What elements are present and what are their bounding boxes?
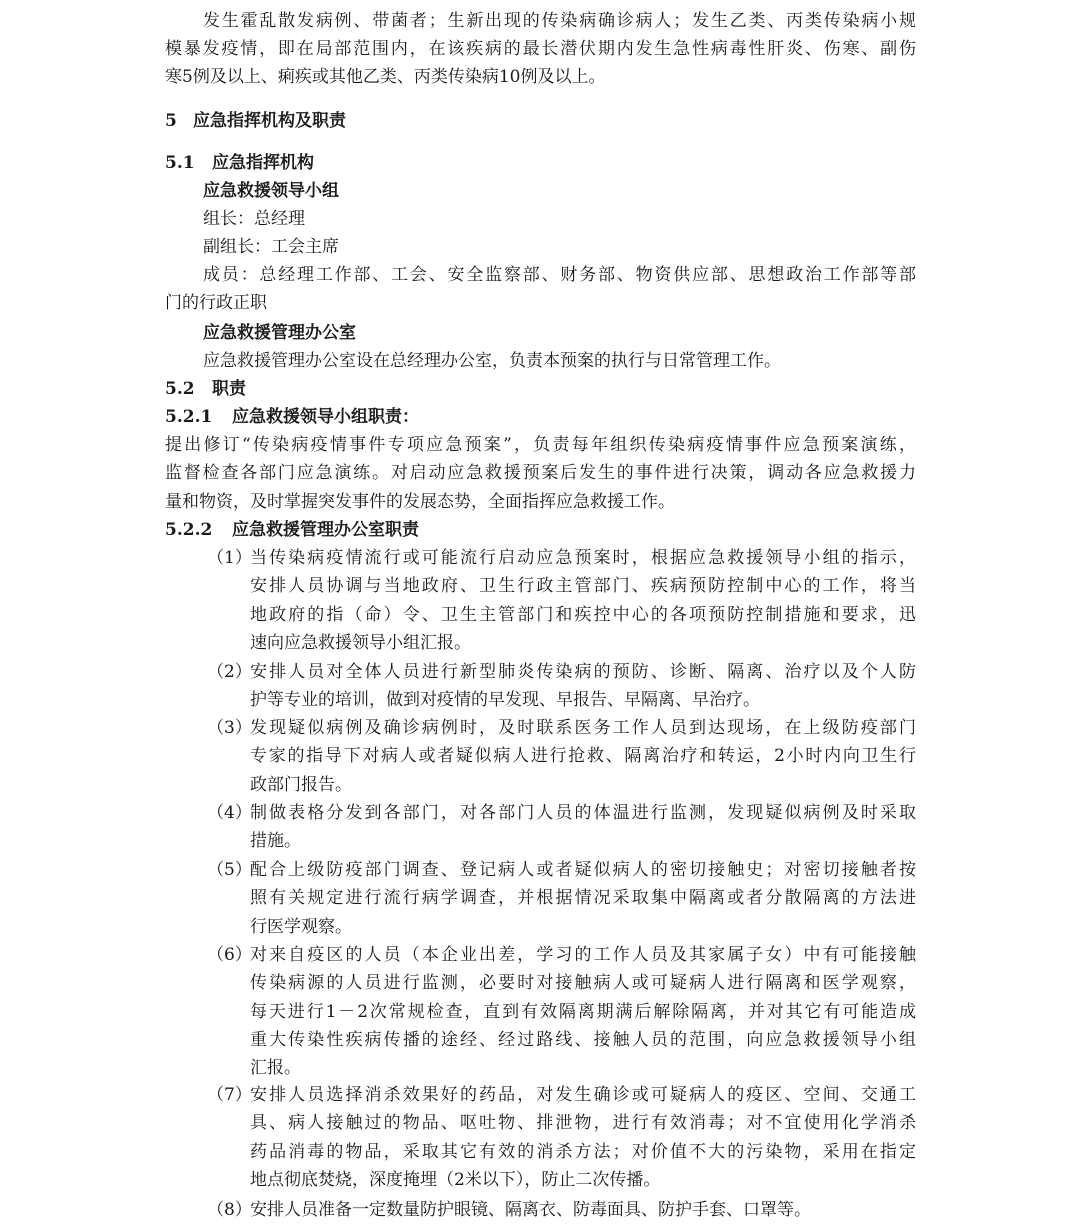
duty-paragraph-line-text: 监督检查各部门应急演练。对启动应急救援预案后发生的事件进行决策，调动各应急救援力 [165,463,918,483]
duty-item-5-line-text: 照有关规定进行流行病学调查，并根据情况采取集中隔离或者分散隔离的方法进 [250,888,919,909]
members-line-text: 门的行政正职 [165,293,267,313]
duty-item-1-line-text: 安排人员协调与当地政府、卫生行政主管部门、疾病预防控制中心的工作，将当 [250,576,919,597]
duty-item-5-line-text: 行医学观察。 [250,916,352,937]
duty-item-4-line-number: （4） [207,803,252,823]
section-5-2-2-heading [0,519,1080,541]
duty-item-2-line-text: 护等专业的培训，做到对疫情的早发现、早报告、早隔离、早治疗。 [250,690,760,711]
duty-item-4-line-text: 制做表格分发到各部门，对各部门人员的体温进行监测，发现疑似病例及时采取 [250,803,919,823]
leader-line [0,208,1080,230]
section-5-2-1-heading [0,406,1080,428]
duty-item-7-line [0,1169,1080,1191]
duty-item-7-line-number: （7） [207,1085,252,1105]
office-desc-text: 应急救援管理办公室设在总经理办公室，负责本预案的执行与日常管理工作。 [203,351,781,371]
intro-line [0,38,1080,60]
duty-item-1-line [0,575,1080,597]
duty-paragraph-line [0,491,1080,513]
duty-item-4-line-text: 措施。 [250,831,301,852]
duty-paragraph-line [0,434,1080,456]
duty-item-6-line-text: 汇报。 [250,1058,301,1079]
duty-item-7-line [0,1084,1080,1106]
duty-item-7-line-text: 安排人员选择消杀效果好的药品，对发生确诊或可疑病人的疫区、空间、交通工 [250,1085,919,1105]
members-line [0,264,1080,286]
section-5-1-heading-text: 应急指挥机构 [212,153,314,173]
duty-item-1-line-text: 当传染病疫情流行或可能流行启动应急预案时，根据应急救援领导小组的指示， [250,548,919,568]
duty-item-6-line [0,1001,1080,1023]
duty-item-7-line-text: 具、病人接触过的物品、呕吐物、排泄物，进行有效消毒；对不宜使用化学消杀 [250,1113,919,1134]
section-5-1-heading [0,152,1080,174]
section-5-heading [0,110,1080,132]
leader-line-text: 组长：总经理 [203,209,305,229]
section-5-2-heading [0,378,1080,400]
duty-item-6-line-text: 每天进行1－2次常规检查，直到有效隔离期满后解除隔离，并对其它有可能造成 [250,1001,918,1022]
duty-paragraph-line [0,462,1080,484]
section-5-2-2-heading-number: 5.2.2 [165,520,213,540]
duty-item-4-line [0,802,1080,824]
duty-paragraph-line-text: 提出修订“传染病疫情事件专项应急预案”，负责每年组织传染病疫情事件应急预案演练， [165,435,919,455]
intro-line [0,10,1080,32]
duty-item-2-line-number: （2） [207,662,252,682]
duty-item-3-line-text: 政部门报告。 [250,774,352,795]
duty-item-1-line [0,604,1080,626]
members-line-text: 成员：总经理工作部、工会、安全监察部、财务部、物资供应部、思想政治工作部等部 [203,265,918,285]
section-5-2-1-heading-number: 5.2.1 [165,407,213,427]
members-line [0,292,1080,314]
duty-item-1-line-text: 速向应急救援领导小组汇报。 [250,632,471,653]
duty-item-6-line [0,1029,1080,1051]
duty-item-6-line-text: 重大传染性疾病传播的途经、经过路线、接触人员的范围，向应急救援领导小组 [250,1029,919,1050]
deputy-line-text: 副组长：工会主席 [203,237,339,257]
duty-item-5-line-number: （5） [207,860,252,880]
duty-paragraph-line-text: 量和物资，及时掌握突发事件的发展态势，全面指挥应急救援工作。 [165,492,675,512]
duty-item-2-line [0,661,1080,683]
duty-item-8-line-text: 安排人员准备一定数量防护眼镜、隔离衣、防毒面具、防护手套、口罩等。 [250,1200,811,1220]
intro-line-text: 寒5例及以上、痢疾或其他乙类、丙类传染病10例及以上。 [165,67,606,87]
duty-item-4-line [0,830,1080,852]
duty-item-1-line-number: （1） [207,548,252,568]
duty-item-5-line-text: 配合上级防疫部门调查、登记病人或者疑似病人的密切接触史；对密切接触者按 [250,860,919,880]
duty-item-1-line [0,547,1080,569]
duty-item-7-line-text: 药品消毒的物品，采取其它有效的消杀方法；对价值不大的污染物，采用在指定 [250,1141,919,1162]
duty-item-3-line-text: 发现疑似病例及确诊病例时，及时联系医务工作人员到达现场，在上级防疫部门 [250,718,919,738]
duty-item-3-line [0,717,1080,739]
duty-item-1-line-text: 地政府的指（命）令、卫生主管部门和疾控中心的各项预防控制措施和要求，迅 [250,604,919,625]
duty-item-6-line-text: 传染病源的人员进行监测，必要时对接触病人或可疑病人进行隔离和医学观察， [250,973,919,994]
duty-item-7-line [0,1141,1080,1163]
duty-item-8-line [0,1199,1080,1221]
section-5-2-2-heading-text: 应急救援管理办公室职责 [232,520,419,540]
deputy-line [0,236,1080,258]
section-5-2-1-heading-text: 应急救援领导小组职责： [232,407,419,427]
duty-item-6-line-text: 对来自疫区的人员（本企业出差，学习的工作人员及其家属子女）中有可能接触 [250,945,919,965]
section-5-2-heading-number: 5.2 [165,379,195,399]
section-5-1-heading-number: 5.1 [165,153,195,173]
duty-item-7-line-text: 地点彻底焚烧，深度掩埋（2米以下），防止二次传播。 [250,1169,661,1190]
duty-item-3-line [0,745,1080,767]
office-heading-text: 应急救援管理办公室 [203,323,356,343]
intro-line-text: 发生霍乱散发病例、带菌者；生新出现的传染病确诊病人；发生乙类、丙类传染病小规 [203,11,918,31]
duty-item-3-line-number: （3） [207,718,252,738]
intro-line [0,66,1080,88]
duty-item-2-line-text: 安排人员对全体人员进行新型肺炎传染病的预防、诊断、隔离、治疗以及个人防 [250,662,919,682]
section-5-heading-number: 5 [165,111,177,131]
office-desc [0,350,1080,372]
duty-item-3-line-text: 专家的指导下对病人或者疑似病人进行抢救、隔离治疗和转运，2小时内向卫生行 [250,746,918,767]
leading-group-heading [0,180,1080,202]
intro-line-text: 模暴发疫情，即在局部范围内，在该疾病的最长潜伏期内发生急性病毒性肝炎、伤寒、副伤 [165,39,918,59]
duty-item-6-line [0,944,1080,966]
duty-item-8-line-number: （8） [207,1200,252,1220]
duty-item-5-line [0,916,1080,938]
duty-item-6-line [0,972,1080,994]
duty-item-1-line [0,632,1080,654]
duty-item-6-line-number: （6） [207,945,252,965]
section-5-heading-text: 应急指挥机构及职责 [193,111,346,131]
office-heading [0,322,1080,344]
duty-item-5-line [0,887,1080,909]
duty-item-5-line [0,859,1080,881]
duty-item-7-line [0,1112,1080,1134]
duty-item-6-line [0,1057,1080,1079]
leading-group-heading-text: 应急救援领导小组 [203,181,339,201]
section-5-2-heading-text: 职责 [212,379,246,399]
duty-item-3-line [0,774,1080,796]
duty-item-2-line [0,689,1080,711]
